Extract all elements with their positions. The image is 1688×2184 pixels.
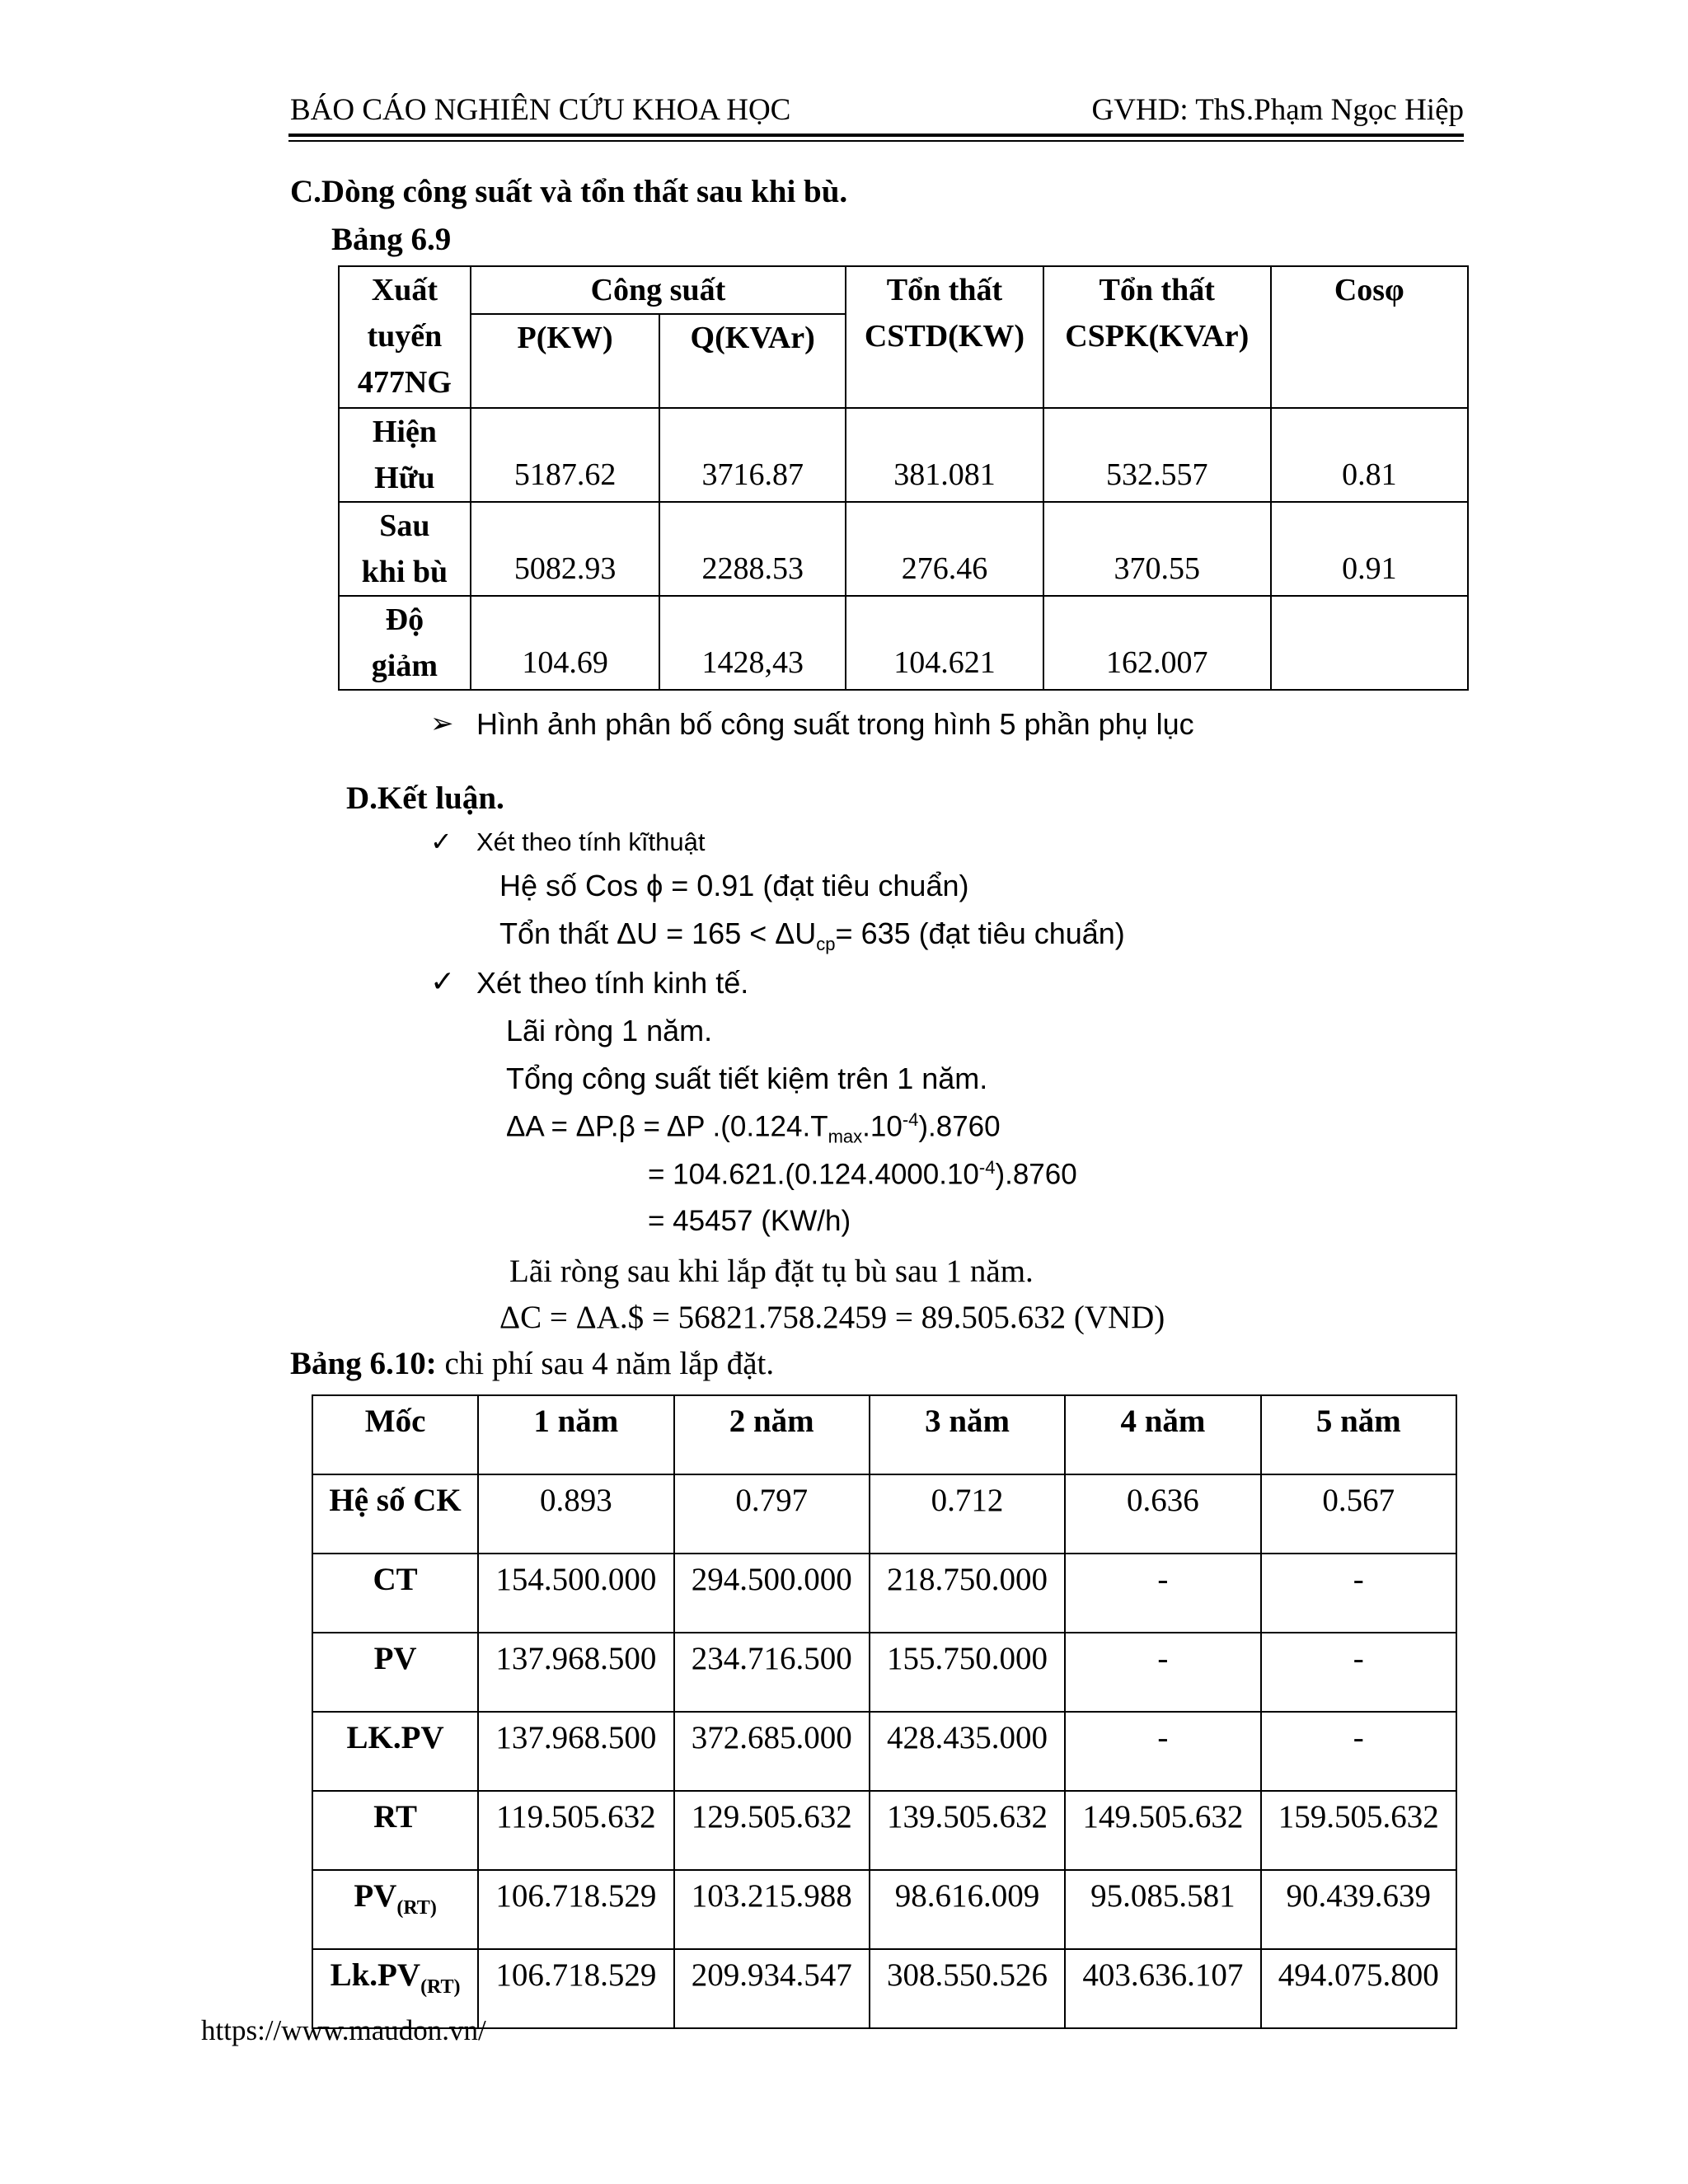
section-d-title: D.Kết luận. <box>346 780 504 816</box>
cell-p: 5082.93 <box>471 502 660 596</box>
table-row <box>339 502 1468 596</box>
econ-criteria-title: Xét theo tính kinh tế. <box>476 966 749 1000</box>
table-cell: 0.797 <box>674 1474 870 1554</box>
table-cell: 139.505.632 <box>870 1791 1065 1870</box>
table-cell: 372.685.000 <box>674 1712 870 1791</box>
row-label: $PV_{(RT)}$ <box>312 1870 478 1949</box>
table-cell: - <box>1261 1712 1456 1791</box>
table-cell: 0.636 <box>1065 1474 1260 1554</box>
table-cell: 149.505.632 <box>1065 1791 1260 1870</box>
col-header-year-1: 1 năm <box>478 1395 673 1474</box>
table-cell: 308.550.526 <box>870 1949 1065 2028</box>
table-cell: 129.505.632 <box>674 1791 870 1870</box>
table-cell: 209.934.547 <box>674 1949 870 2028</box>
tech-voltage-loss-line: Tổn thất $\Delta U = 165 < \Delta U_{cp}= 635$ (đạt tiêu chuẩn) <box>499 916 1125 955</box>
table-cell: 234.716.500 <box>674 1633 870 1712</box>
table-header-row <box>312 1395 1456 1474</box>
cell-cos: 0.81 <box>1271 408 1468 502</box>
table-cell: 155.750.000 <box>870 1633 1065 1712</box>
table-row <box>312 1870 1456 1949</box>
table-cell: 95.085.581 <box>1065 1870 1260 1949</box>
table-cell: 137.968.500 <box>478 1712 673 1791</box>
table-cell: 154.500.000 <box>478 1554 673 1633</box>
table-cell: 494.075.800 <box>1261 1949 1456 2028</box>
table-cell: 90.439.639 <box>1261 1870 1456 1949</box>
table-cell: - <box>1261 1633 1456 1712</box>
table-6-10 <box>312 1394 1457 2029</box>
row-label: PV <box>312 1633 478 1712</box>
cell-cspk: 532.557 <box>1043 408 1271 502</box>
table-cell: 137.968.500 <box>478 1633 673 1712</box>
table-row <box>312 1712 1456 1791</box>
col-header-p: P(KW) <box>471 314 660 408</box>
col-header-cos: Cosφ <box>1271 266 1468 408</box>
table-cell: 0.567 <box>1261 1474 1456 1554</box>
table-cell: - <box>1065 1712 1260 1791</box>
footer-url-link[interactable]: https://www.maudon.vn/ <box>201 2014 486 2046</box>
check-icon: ✓ <box>430 964 456 998</box>
table-cell: - <box>1065 1554 1260 1633</box>
table-6-9-caption: Bảng 6.9 <box>331 222 452 257</box>
table-6-9 <box>338 265 1469 691</box>
table-cell: 159.505.632 <box>1261 1791 1456 1870</box>
econ-net-profit-line: Lãi ròng 1 năm. <box>506 1014 713 1047</box>
table-cell: 294.500.000 <box>674 1554 870 1633</box>
cell-cstd: 276.46 <box>846 502 1043 596</box>
check-icon: ✓ <box>430 827 452 856</box>
cell-q: 1428,43 <box>659 596 846 690</box>
cell-p: 5187.62 <box>471 408 660 502</box>
formula-delta-c: ΔC = ΔA.$ = 56821.758.2459 = 89.505.632 (VND) <box>499 1300 1165 1335</box>
cell-cspk: 370.55 <box>1043 502 1271 596</box>
table-cell: 106.718.529 <box>478 1870 673 1949</box>
row-label: Sau khi bù <box>339 502 471 596</box>
table-cell: 106.718.529 <box>478 1949 673 2028</box>
col-header-ton-that-cstd: Tổn thất CSTD(KW) <box>846 266 1043 408</box>
col-header-moc: Mốc <box>312 1395 478 1474</box>
header-divider-thick <box>288 134 1464 137</box>
cell-q: 3716.87 <box>659 408 846 502</box>
table-row <box>312 1633 1456 1712</box>
econ-net-profit-after-line: Lãi ròng sau khi lắp đặt tụ bù sau 1 năm. <box>509 1254 1034 1289</box>
row-label: CT <box>312 1554 478 1633</box>
formula-delta-a-substituted: = $104.621.(0.124.4000.10^{-4}).8760$ <box>648 1157 1077 1191</box>
cell-p: 104.69 <box>471 596 660 690</box>
table-cell: 103.215.988 <box>674 1870 870 1949</box>
header-supervisor: GVHD: ThS.Phạm Ngọc Hiệp <box>1091 93 1464 127</box>
col-header-year-3: 3 năm <box>870 1395 1065 1474</box>
row-label: $Lk.PV_{(RT)}$ <box>312 1949 478 2028</box>
col-header-year-4: 4 năm <box>1065 1395 1260 1474</box>
table-cell: 0.712 <box>870 1474 1065 1554</box>
cell-cstd: 381.081 <box>846 408 1043 502</box>
table-cell: 119.505.632 <box>478 1791 673 1870</box>
section-c-title: C.Dòng công suất và tổn thất sau khi bù. <box>290 174 848 209</box>
table-row <box>339 408 1468 502</box>
table-cell: 428.435.000 <box>870 1712 1065 1791</box>
table-row <box>339 596 1468 690</box>
cell-cspk: 162.007 <box>1043 596 1271 690</box>
formula-delta-a: ΔA = ΔP.β = ΔP $.(0.124.T_{max}.10^{-4}).8760$ <box>506 1109 1001 1147</box>
row-label: LK.PV <box>312 1712 478 1791</box>
formula-delta-a-result: = 45457 (KW/h) <box>648 1205 851 1237</box>
table-cell: 0.893 <box>478 1474 673 1554</box>
cell-cstd: 104.621 <box>846 596 1043 690</box>
col-header-ton-that-cspk: Tổn thất CSPK(KVAr) <box>1043 266 1271 408</box>
table-row <box>312 1474 1456 1554</box>
header-report-title: BÁO CÁO NGHIÊN CỨU KHOA HỌC <box>290 93 791 127</box>
appendix-note: Hình ảnh phân bố công suất trong hình 5 phần phụ lục <box>476 707 1194 741</box>
tech-cos-line: Hệ số Cos ϕ = 0.91 (đạt tiêu chuẩn) <box>499 869 969 902</box>
row-label: Hiện Hữu <box>339 408 471 502</box>
cell-cos: 0.91 <box>1271 502 1468 596</box>
table-cell: - <box>1261 1554 1456 1633</box>
econ-saving-line: Tổng công suất tiết kiệm trên 1 năm. <box>506 1062 988 1095</box>
arrow-bullet-icon: ➢ <box>430 708 454 739</box>
cell-cos <box>1271 596 1468 690</box>
row-label: Hệ số CK <box>312 1474 478 1554</box>
tech-criteria-title: Xét theo tính kĩthuật <box>476 827 706 856</box>
table-cell: 98.616.009 <box>870 1870 1065 1949</box>
table-cell: - <box>1065 1633 1260 1712</box>
table-cell: 403.636.107 <box>1065 1949 1260 2028</box>
col-header-year-2: 2 năm <box>674 1395 870 1474</box>
table-6-10-caption: Bảng 6.10: chi phí sau 4 năm lắp đặt. <box>290 1346 775 1381</box>
table-cell: 218.750.000 <box>870 1554 1065 1633</box>
row-label: RT <box>312 1791 478 1870</box>
header-divider-thin <box>288 140 1464 142</box>
row-label: Độ giảm <box>339 596 471 690</box>
cell-q: 2288.53 <box>659 502 846 596</box>
table-row <box>312 1554 1456 1633</box>
col-header-year-5: 5 năm <box>1261 1395 1456 1474</box>
table-row <box>312 1791 1456 1870</box>
col-header-cong-suat: Công suất <box>471 266 846 314</box>
col-header-xuat-tuyen: Xuất tuyến 477NG <box>339 266 471 408</box>
col-header-q: Q(KVAr) <box>659 314 846 408</box>
